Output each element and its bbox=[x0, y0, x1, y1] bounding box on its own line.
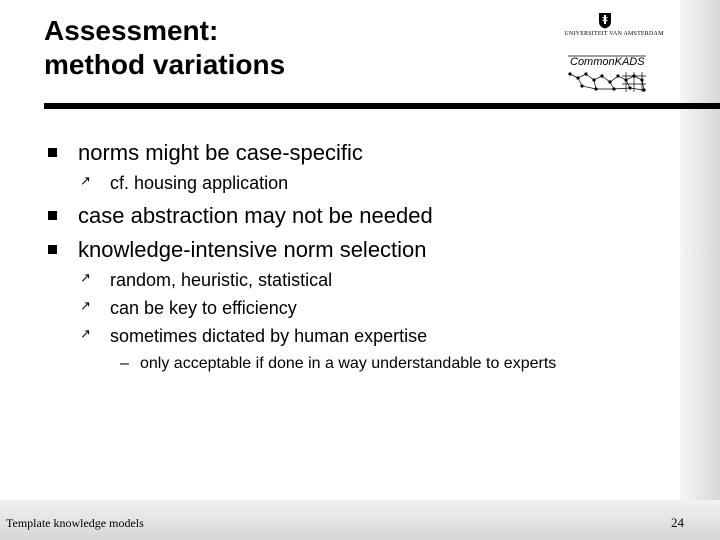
slide-title bbox=[44, 14, 285, 82]
bullet-text: knowledge-intensive norm selection bbox=[78, 237, 427, 262]
title-divider bbox=[44, 103, 720, 109]
university-emblem-icon bbox=[598, 12, 612, 29]
sub-bullet-text: random, heuristic, statistical bbox=[110, 270, 333, 290]
bullet-text: norms might be case-specific bbox=[78, 140, 363, 165]
square-bullet-icon bbox=[48, 148, 57, 157]
sub-bullet-text: can be key to efficiency bbox=[110, 298, 297, 318]
footer-label: Template knowledge models bbox=[6, 516, 144, 530]
university-logo bbox=[562, 12, 666, 46]
arrow-bullet-icon: ↗ bbox=[80, 173, 91, 188]
sub-bullet-text: sometimes dictated by human expertise bbox=[110, 326, 428, 346]
square-bullet-icon bbox=[48, 211, 57, 220]
arrow-bullet-icon: ↗ bbox=[80, 298, 91, 313]
title-line-2: method variations bbox=[44, 49, 286, 80]
arrow-bullet-icon: ↗ bbox=[80, 270, 91, 285]
page-number: 24 bbox=[671, 515, 684, 530]
square-bullet-icon bbox=[48, 245, 57, 254]
sub-bullet-text: cf. housing application bbox=[110, 173, 289, 193]
arrow-bullet-icon: ↗ bbox=[80, 326, 91, 341]
bullet-text: case abstraction may not be needed bbox=[78, 203, 433, 228]
title-line-1: Assessment: bbox=[44, 15, 219, 46]
commonkads-wordmark: CommonKADS bbox=[570, 56, 645, 68]
commonkads-logo bbox=[566, 52, 650, 94]
sub-sub-bullet-text: only acceptable if done in a way understandable to experts bbox=[140, 355, 557, 372]
right-sidebar-band bbox=[680, 0, 720, 500]
dash-bullet: – bbox=[120, 355, 129, 372]
university-name: UNIVERSITEIT VAN AMSTERDAM bbox=[564, 31, 664, 37]
